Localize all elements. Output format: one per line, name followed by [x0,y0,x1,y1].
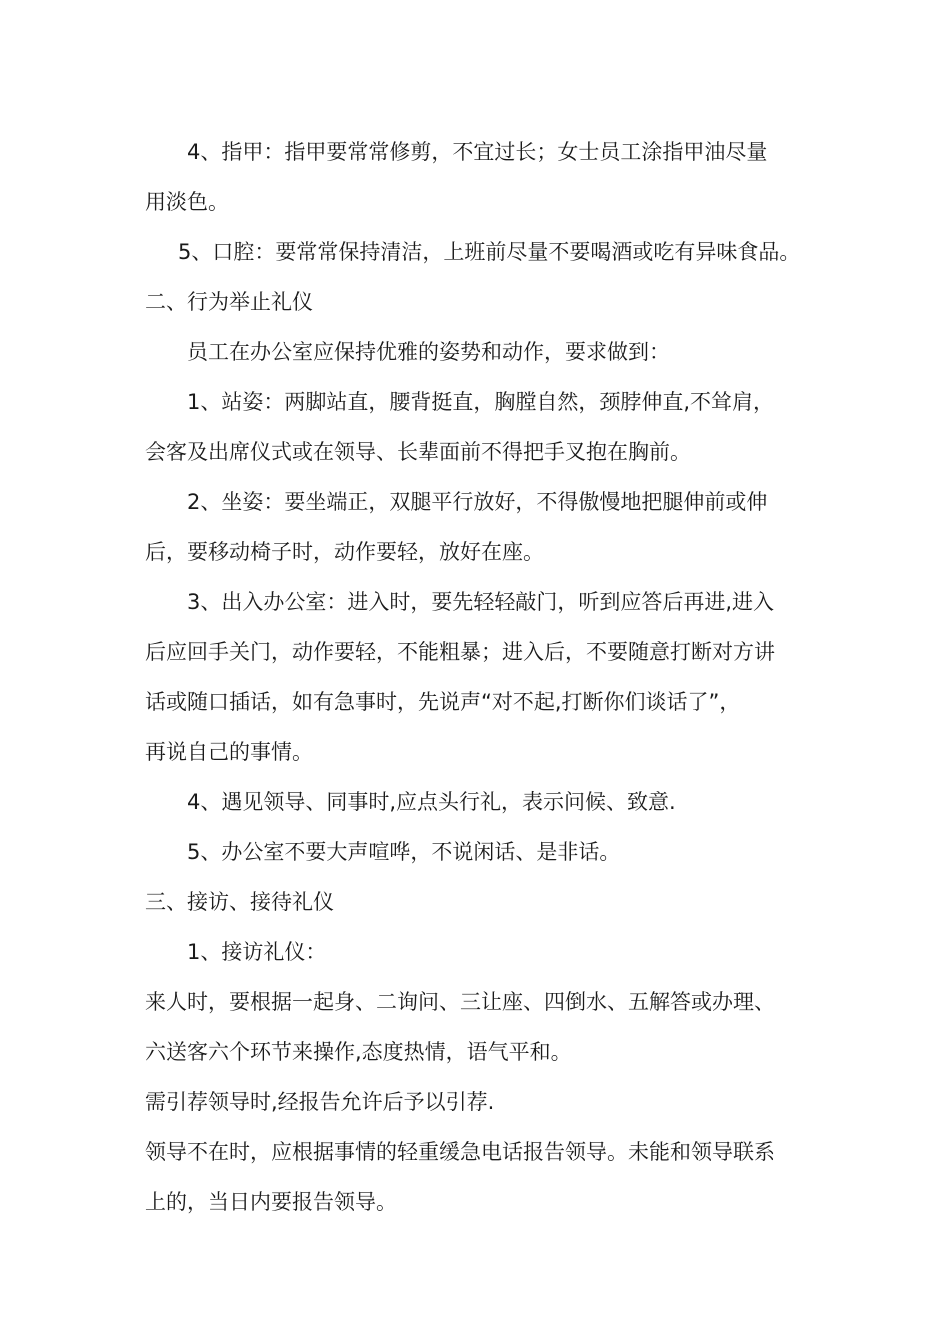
section-heading: 三、接访、接待礼仪 [145,890,334,914]
paragraph-line: 员工在办公室应保持优雅的姿势和动作，要求做到： [187,340,670,364]
subsection-heading: 1、接访礼仪： [187,940,327,964]
paragraph-line: 话或随口插话，如有急事时，先说声“对不起,打断你们谈话了”， [145,690,741,714]
paragraph-line: 会客及出席仪式或在领导、长辈面前不得把手叉抱在胸前。 [145,440,691,464]
paragraph-line: 3、出入办公室：进入时，要先轻轻敲门，听到应答后再进,进入 [187,590,775,614]
paragraph-line: 1、站姿：两脚站直，腰背挺直，胸膛自然，颈脖伸直,不耸肩， [187,390,775,414]
paragraph-line: 领导不在时，应根据事情的轻重缓急电话报告领导。未能和领导联系 [145,1140,775,1164]
section-heading: 二、行为举止礼仪 [145,290,313,314]
paragraph-line: 六送客六个环节来操作,态度热情，语气平和。 [145,1040,572,1064]
paragraph-line: 再说自己的事情。 [145,740,313,764]
paragraph-line: 用淡色。 [145,190,229,214]
paragraph-line: 上的，当日内要报告领导。 [145,1190,397,1214]
paragraph-line: 需引荐领导时,经报告允许后予以引荐. [145,1090,495,1114]
paragraph-line: 2、坐姿：要坐端正，双腿平行放好，不得傲慢地把腿伸前或伸 [187,490,768,514]
paragraph-line: 5、办公室不要大声喧哗，不说闲话、是非话。 [187,840,621,864]
document-body [145,127,825,1227]
paragraph-line: 后，要移动椅子时，动作要轻，放好在座。 [145,540,544,564]
paragraph-line: 来人时，要根据一起身、二询问、三让座、四倒水、五解答或办理、 [145,990,775,1014]
paragraph-line: 4、遇见领导、同事时,应点头行礼，表示问候、致意. [187,790,676,814]
paragraph-line: 后应回手关门，动作要轻，不能粗暴；进入后，不要随意打断对方讲 [145,640,775,664]
paragraph-line: 5、口腔：要常常保持清洁，上班前尽量不要喝酒或吃有异味食品。 [178,240,801,264]
paragraph-line: 4、指甲：指甲要常常修剪，不宜过长；女士员工涂指甲油尽量 [187,140,768,164]
